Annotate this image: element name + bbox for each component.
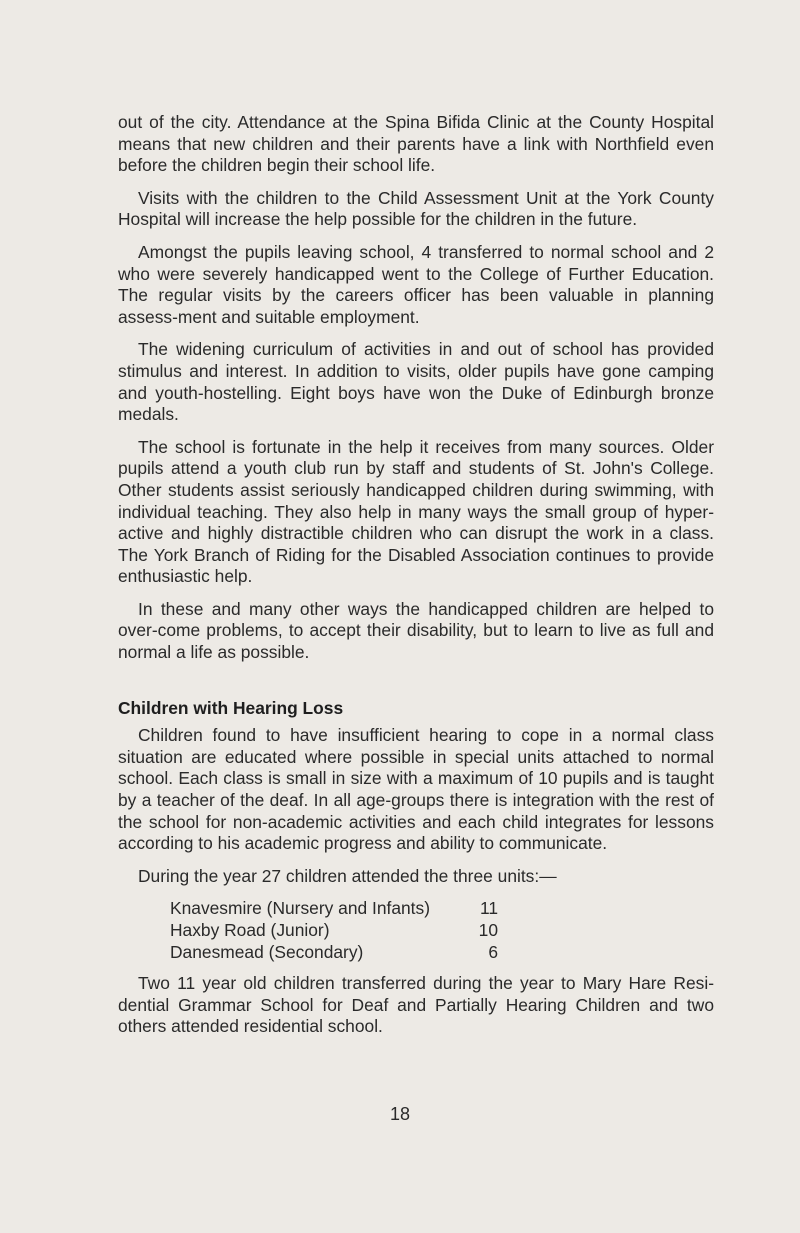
page-number: 18: [389, 1104, 411, 1124]
paragraph: The school is fortunate in the help it receives from many sources. Older pupils attend a youth club run by staff and students of St. John's College. Other students assist seriously handicapped children during swimming, with individual teaching. They also help in many ways the small group of hyper-active and highly distractible children who can disrupt the work in a class. The York Branch of Riding for the Disabled Association continues to provide enthusiastic help.: [118, 436, 714, 587]
paragraph: The widening curriculum of activities in and out of school has provided stimulus and interest. In addition to visits, older pupils have gone camping and youth-hostelling. Eight boys have won the Duke of Edinburgh bronze medals.: [118, 339, 714, 425]
section-heading: Children with Hearing Loss: [118, 697, 344, 718]
unit-name: Knavesmire (Nursery and Infants): [170, 898, 430, 919]
paragraph: Two 11 year old children transferred during the year to Mary Hare Resi-dential Grammar School for Deaf and Partially Hearing Children and two others attended residential school.: [118, 973, 714, 1037]
paragraph: In these and many other ways the handicapped children are helped to over-come problems, to accept their disability, but to learn to live as full and normal a life as possible.: [118, 598, 714, 663]
paragraph: Amongst the pupils leaving school, 4 transferred to normal school and 2 who were severely handicapped went to the College of Further Education. The regular visits by the careers officer has been valuable in planning assess-ment and suitable employment.: [118, 241, 714, 327]
unit-count: 11: [479, 898, 498, 919]
unit-name: Danesmead (Secondary): [170, 941, 364, 962]
paragraph: out of the city. Attendance at the Spina Bifida Clinic at the County Hospital means that new children and their parents have a link with Northfield even before the children begin their school life.: [118, 112, 714, 176]
table-row: [170, 898, 498, 920]
paragraph: Visits with the children to the Child Assessment Unit at the York County Hospital will increase the help possible for the children in the future.: [118, 187, 714, 230]
unit-count: 10: [478, 920, 498, 940]
table-row: [170, 920, 498, 942]
paragraph: During the year 27 children attended the three units:—: [138, 865, 557, 886]
units-table: [170, 898, 498, 963]
unit-name: Haxby Road (Junior): [170, 920, 330, 940]
table-row: [170, 942, 498, 964]
unit-count: 6: [488, 941, 498, 962]
paragraph: Children found to have insufficient hearing to cope in a normal class situation are educated where possible in special units attached to normal school. Each class is small in size with a maximum of 10 pupils and is taught by a teacher of the deaf. In all age-groups there is integration with the rest of the school for non-academic activities and each child integrates for lessons according to his academic progress and ability to communicate.: [118, 725, 714, 854]
body-text: [118, 112, 714, 1049]
